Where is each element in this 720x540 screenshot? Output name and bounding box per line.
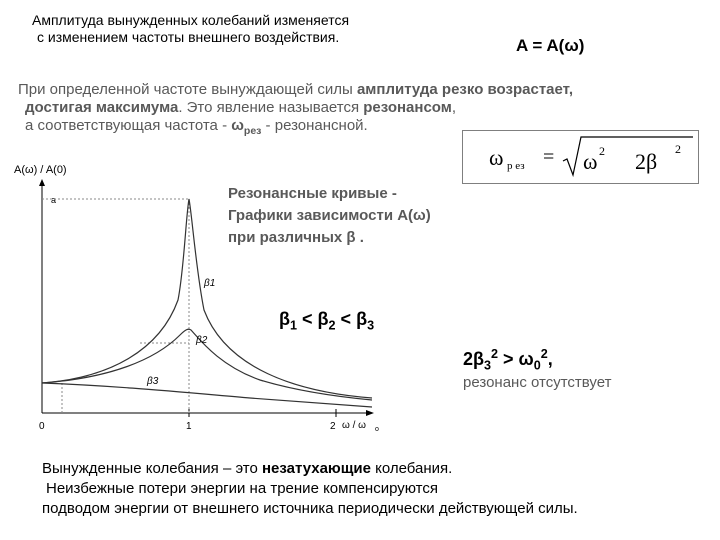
beta-sub-2: 2	[328, 318, 336, 333]
less-than-2: <	[335, 309, 357, 329]
resonance-line-2-end: ,	[451, 99, 457, 116]
curve-label-beta1: β1	[204, 278, 216, 289]
x-tick-label-1: 1	[186, 421, 192, 432]
intro-line-2: с изменением частоты внешнего воздействия.	[37, 29, 340, 45]
formula-equals: =	[543, 146, 555, 168]
footer-line-1-bold: незатухающие	[261, 460, 371, 477]
resonance-line-1-normal: При определенной частоте вынуждающей силы	[18, 81, 357, 98]
graph-xlabel: ω / ω	[342, 420, 366, 431]
beta-symbol-1: β	[279, 309, 290, 329]
footer-line-1-end: колебания.	[370, 460, 453, 477]
curves-caption-line-2: Графики зависимости A(ω)	[228, 207, 431, 224]
x-axis-arrow	[366, 410, 374, 416]
graph-xlabel-sub: o	[375, 426, 379, 433]
no-resonance-condition	[463, 347, 553, 373]
resonance-line-1	[18, 81, 718, 99]
resonance-line-2-bold: достигая максимума	[25, 99, 179, 116]
curve-label-beta2: β2	[196, 335, 208, 346]
resonance-line-2-bold2: резонансом	[363, 99, 452, 116]
footer-line-1	[42, 459, 578, 479]
condition-rhs-sub: 0	[533, 358, 541, 373]
less-than-1: <	[297, 309, 318, 329]
curves-caption	[228, 183, 431, 249]
resonance-line-3-sub: рез	[243, 125, 262, 137]
resonance-line-1-bold: амплитуда резко возрастает,	[356, 81, 574, 98]
footer-line-1-normal: Вынужденные колебания – это	[42, 460, 262, 477]
beta-sub-1: 1	[290, 318, 298, 333]
beta-symbol-2: β	[317, 309, 329, 329]
intro-text	[32, 12, 349, 46]
footer-text	[42, 459, 578, 519]
curves-caption-line-1: Резонансные кривые -	[228, 185, 397, 202]
no-resonance-note: резонанс отсутствует	[463, 374, 612, 391]
condition-lhs: 2β	[463, 349, 484, 369]
formula-exp-2: 2	[599, 144, 605, 158]
condition-rhs-sup: 2	[540, 347, 548, 361]
formula-minus-term: 2β	[635, 149, 658, 174]
resonance-line-3-end: - резонансной.	[261, 117, 368, 134]
x-tick-label-0: 0	[39, 421, 45, 432]
formula-exp-2b: 2	[675, 142, 681, 156]
resonance-line-3-omega: ω	[231, 117, 244, 134]
resonance-line-2-normal: . Это явление называется	[178, 99, 364, 116]
resonant-frequency-formula	[462, 130, 699, 184]
condition-end: ,	[547, 349, 553, 369]
formula-omega: ω	[489, 145, 504, 170]
graph-ylabel: A(ω) / A(0)	[14, 164, 67, 176]
resonance-line-3-normal: а соответствующая частота -	[25, 117, 232, 134]
beta-sub-3: 3	[367, 318, 375, 333]
condition-lhs-sub: 3	[484, 358, 492, 373]
curve-label-beta3: β3	[147, 376, 159, 387]
footer-line-3: подводом энергии от внешнего источника периодически действующей силы.	[42, 500, 578, 517]
condition-lhs-sup: 2	[491, 347, 499, 361]
resonance-line-2	[18, 99, 718, 117]
x-tick-label-2: 2	[330, 421, 336, 432]
curves-caption-line-3: при различных β .	[228, 229, 364, 246]
beta-relation	[279, 309, 374, 333]
intro-line-1: Амплитуда вынужденных колебаний изменяется	[32, 12, 350, 28]
y-axis-arrow	[39, 179, 45, 186]
formula-svg	[463, 131, 698, 183]
amplitude-formula: A = A(ω)	[516, 36, 585, 55]
curve-beta3	[42, 383, 372, 407]
formula-sub: р ез	[507, 160, 525, 172]
graph-top-label: a	[51, 195, 57, 205]
condition-gt: > ω	[498, 349, 534, 369]
footer-line-2: Неизбежные потери энергии на трение компенсируются	[46, 480, 439, 497]
beta-symbol-3: β	[356, 309, 368, 329]
formula-omega0: ω	[583, 149, 598, 174]
